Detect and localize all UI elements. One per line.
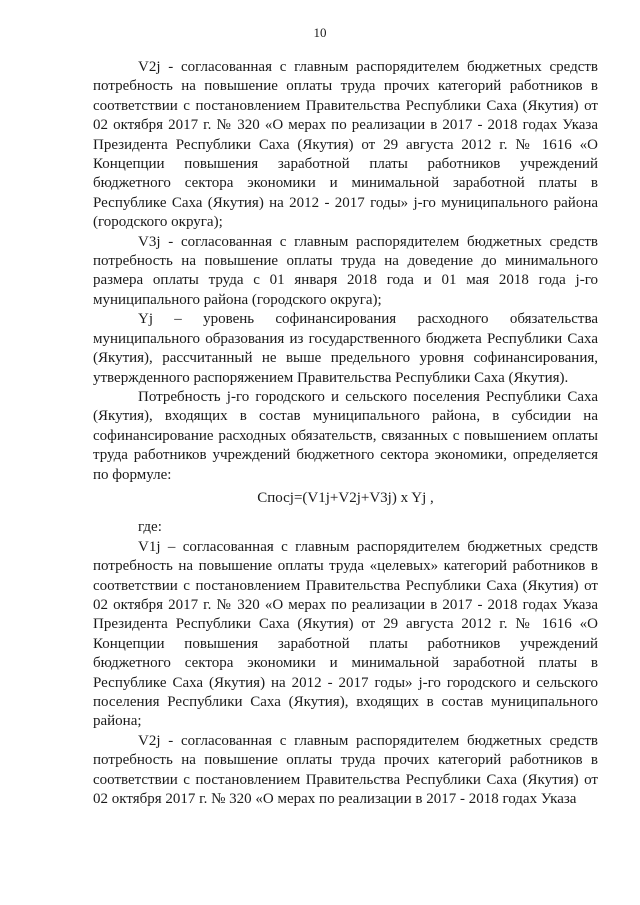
paragraph-settlement-need: Потребность j-го городского и сельского поселения Республики Саха (Якутия), входящих в состав муниципального района, в субсидии на софинансирование расходных обязательств, связанных с повышением оплаты труда работников учреждений бюджетного сектора экономики, определяется по формуле: — [93, 388, 598, 483]
paragraph-yj-definition: Yj – уровень софинансирования расходного обязательства муниципального образования из государственного бюджета Республики Саха (Якутия), рассчитанный не выше предельного уровня софинансирования, утвержденного распоряжением Правительства Республики Саха (Якутия). — [93, 311, 598, 386]
paragraph-v3j-definition: V3j - согласованная с главным распорядителем бюджетных средств потребность на повышение оплаты труда на доведение до минимального размера оплаты труда с 01 января 2018 года и 01 мая 2018 года j-го муниципального района (городского округа); — [93, 233, 598, 308]
paragraph-v2j-definition-continued: V2j - согласованная с главным распорядителем бюджетных средств потребность на повышение оплаты труда прочих категорий работников в соответствии с постановлением Правительства Республики Саха (Якутия) от 02 октября 2017 г. № 320 «О мерах по реализации в 2017 - 2018 годах Указа — [93, 732, 598, 808]
document-body — [93, 58, 598, 809]
page-number: 10 — [313, 25, 327, 40]
formula: Cпосj=(V1j+V2j+V3j) x Yj , — [257, 489, 434, 506]
where-label: где: — [138, 519, 162, 536]
paragraph-v1j-definition: V1j – согласованная с главным распорядителем бюджетных средств потребность на повышение оплаты труда «целевых» категорий работников в соответствии с постановлением Правительства Республики Саха (Якутия) от 02 октября 2017 г. № 320 «О мерах по реализации в 2017 - 2018 годах Указа Президента Республики Саха (Якутия) от 29 августа 2012 г. № 1616 «О Концепции повышения заработной платы работников учреждений бюджетного сектора экономики и минимальной заработной платы в Республике Саха (Якутия) на 2012 - 2017 годы» j-го городского и сельского поселения Республики Саха (Якутия), входящих в состав муниципального района; — [93, 538, 598, 730]
paragraph-v2j-definition: V2j - согласованная с главным распорядителем бюджетных средств потребность на повышение оплаты труда прочих категорий работников в соответствии с постановлением Правительства Республики Саха (Якутия) от 02 октября 2017 г. № 320 «О мерах по реализации в 2017 - 2018 годах Указа Президента Республики Саха (Якутия) от 29 августа 2012 г. № 1616 «О Концепции повышения заработной платы работников учреждений бюджетного сектора экономики и минимальной заработной платы в Республике Саха (Якутия) на 2012 - 2017 годы» j-го муниципального района (городского округа); — [93, 59, 598, 231]
